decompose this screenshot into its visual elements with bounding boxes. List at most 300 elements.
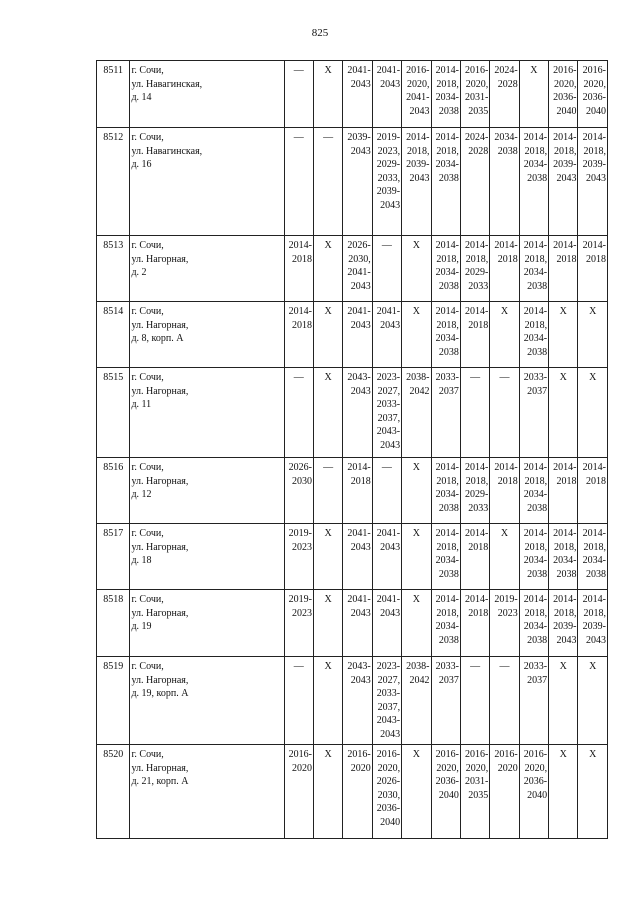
row-number: 8520 bbox=[97, 745, 130, 839]
period-line: X bbox=[412, 749, 420, 760]
period-cell bbox=[284, 458, 313, 524]
period-line: 2043- bbox=[376, 426, 401, 438]
period-line: 2041- bbox=[376, 306, 401, 317]
period-line: 2033- bbox=[523, 661, 548, 672]
address-line: ул. Нагорная, bbox=[131, 541, 189, 553]
period-cell bbox=[490, 458, 519, 524]
period-cell bbox=[402, 61, 431, 128]
period-cell bbox=[343, 236, 372, 302]
period-line: 2043 bbox=[556, 172, 577, 184]
period-line: 2038 bbox=[438, 634, 459, 646]
address-line: д. 11 bbox=[131, 399, 152, 411]
period-line: 2041- bbox=[347, 267, 371, 279]
period-line: 2018 bbox=[497, 253, 518, 265]
period-line: 2041- bbox=[406, 92, 430, 104]
period-line: 2014- bbox=[523, 132, 548, 143]
period-cell bbox=[431, 128, 460, 236]
period-line: 2034- bbox=[523, 333, 548, 345]
table-row bbox=[97, 458, 608, 524]
period-line: X bbox=[589, 749, 597, 760]
period-line: X bbox=[500, 528, 509, 539]
period-line: 2038 bbox=[527, 502, 548, 514]
period-line: 2018 bbox=[291, 253, 312, 265]
period-cell bbox=[343, 458, 372, 524]
period-cell bbox=[372, 745, 401, 839]
address-line: ул. Нагорная, bbox=[131, 319, 189, 331]
period-cell bbox=[372, 458, 401, 524]
row-number: 8518 bbox=[97, 590, 130, 657]
period-cell bbox=[549, 302, 578, 368]
period-line: X bbox=[324, 594, 332, 605]
period-cell bbox=[490, 368, 519, 458]
period-line: — bbox=[293, 65, 304, 76]
period-cell bbox=[460, 524, 489, 590]
period-cell bbox=[490, 236, 519, 302]
period-cell bbox=[460, 657, 489, 745]
period-line: 2043 bbox=[556, 634, 577, 646]
page-number: 825 bbox=[311, 27, 329, 39]
address-line: д. 14 bbox=[131, 92, 152, 104]
period-line: 2023 bbox=[291, 541, 312, 553]
period-line: X bbox=[589, 372, 597, 383]
period-cell bbox=[549, 590, 578, 657]
period-line: 2016- bbox=[464, 65, 489, 76]
period-cell bbox=[313, 590, 342, 657]
period-line: 2043 bbox=[350, 145, 371, 157]
period-line: 2023 bbox=[291, 607, 312, 619]
period-cell bbox=[343, 745, 372, 839]
period-line: 2034- bbox=[523, 267, 548, 279]
period-line: 2014- bbox=[582, 594, 606, 605]
row-number: 8519 bbox=[97, 657, 130, 745]
period-line: 2036- bbox=[376, 803, 401, 815]
period-line: 2034- bbox=[582, 555, 606, 567]
period-cell bbox=[549, 128, 578, 236]
period-cell bbox=[578, 524, 608, 590]
period-line: 2018, bbox=[524, 607, 548, 619]
period-cell bbox=[578, 236, 608, 302]
address-line: г. Сочи, bbox=[131, 594, 164, 605]
address-cell bbox=[130, 590, 284, 657]
period-line: 2018, bbox=[436, 475, 459, 487]
period-line: 2014- bbox=[582, 132, 606, 143]
period-line: 2018, bbox=[524, 475, 548, 487]
period-line: 2014- bbox=[464, 528, 489, 539]
period-line: — bbox=[470, 372, 481, 383]
period-line: 2014- bbox=[553, 462, 577, 473]
period-line: 2018, bbox=[524, 319, 548, 331]
address-line: ул. Нагорная, bbox=[131, 607, 189, 619]
period-line: 2043 bbox=[380, 541, 401, 553]
period-line: 2018 bbox=[468, 607, 489, 619]
period-line: 2026- bbox=[288, 462, 312, 473]
period-cell bbox=[519, 590, 548, 657]
period-line: 2018, bbox=[436, 541, 459, 553]
period-cell bbox=[490, 302, 519, 368]
period-cell bbox=[549, 236, 578, 302]
period-line: — bbox=[499, 661, 510, 672]
period-line: 2030, bbox=[377, 789, 401, 801]
period-cell bbox=[519, 368, 548, 458]
period-line: 2043 bbox=[380, 607, 401, 619]
period-line: 2014- bbox=[523, 594, 548, 605]
address-line: г. Сочи, bbox=[131, 749, 164, 760]
period-line: 2033- bbox=[376, 399, 401, 411]
period-line: 2034- bbox=[523, 621, 548, 633]
period-line: 2033, bbox=[377, 172, 401, 184]
period-line: 2014- bbox=[464, 462, 489, 473]
address-line: ул. Нагорная, bbox=[131, 253, 189, 265]
address-line: г. Сочи, bbox=[131, 372, 164, 383]
period-line: X bbox=[324, 528, 332, 539]
period-line: 2018, bbox=[465, 475, 489, 487]
period-line: 2036- bbox=[553, 92, 577, 104]
period-line: 2038 bbox=[527, 346, 548, 358]
period-cell bbox=[549, 368, 578, 458]
period-line: 2038 bbox=[438, 568, 459, 580]
period-line: 2036- bbox=[523, 776, 548, 788]
period-line: 2039- bbox=[553, 159, 577, 171]
period-line: — bbox=[323, 462, 334, 473]
period-line: X bbox=[500, 306, 509, 317]
period-line: 2041- bbox=[376, 594, 401, 605]
period-cell bbox=[343, 368, 372, 458]
period-line: 2042 bbox=[409, 385, 430, 397]
period-line: X bbox=[589, 306, 597, 317]
address-cell bbox=[130, 368, 284, 458]
table-row bbox=[97, 745, 608, 839]
period-line: 2014- bbox=[435, 240, 459, 251]
period-line: X bbox=[412, 306, 420, 317]
period-cell bbox=[578, 458, 608, 524]
address-line: ул. Нагорная, bbox=[131, 674, 189, 686]
period-line: X bbox=[324, 661, 332, 672]
period-cell bbox=[460, 458, 489, 524]
period-line: 2016- bbox=[523, 749, 548, 760]
period-cell bbox=[460, 745, 489, 839]
period-cell bbox=[402, 236, 431, 302]
period-line: 2028 bbox=[497, 78, 518, 90]
period-line: 2018 bbox=[468, 319, 489, 331]
period-line: X bbox=[324, 306, 332, 317]
period-cell bbox=[431, 745, 460, 839]
period-line: 2014- bbox=[464, 240, 489, 251]
period-cell bbox=[372, 524, 401, 590]
address-line: ул. Навагинская, bbox=[131, 78, 203, 90]
period-cell bbox=[431, 302, 460, 368]
period-line: 2040 bbox=[586, 105, 606, 117]
address-line: г. Сочи, bbox=[131, 240, 164, 251]
period-line: 2043 bbox=[409, 172, 430, 184]
period-cell bbox=[578, 61, 608, 128]
period-cell bbox=[460, 236, 489, 302]
period-cell bbox=[431, 590, 460, 657]
period-line: 2038 bbox=[527, 172, 548, 184]
address-line: д. 19 bbox=[131, 621, 152, 633]
period-line: 2040 bbox=[527, 789, 548, 801]
period-line: 2043 bbox=[350, 607, 371, 619]
period-line: 2020, bbox=[524, 762, 548, 774]
period-line: 2038 bbox=[438, 280, 459, 292]
period-line: 2020, bbox=[407, 78, 430, 90]
table-row bbox=[97, 302, 608, 368]
period-line: 2018 bbox=[291, 319, 312, 331]
period-line: 2029- bbox=[464, 267, 489, 279]
period-line: 2014- bbox=[553, 594, 577, 605]
period-cell bbox=[402, 745, 431, 839]
period-line: 2018, bbox=[553, 145, 577, 157]
address-line: д. 18 bbox=[131, 555, 152, 567]
period-line: 2036- bbox=[435, 776, 459, 788]
address-cell bbox=[130, 61, 284, 128]
period-line: 2038 bbox=[556, 568, 577, 580]
period-line: 2038 bbox=[527, 280, 548, 292]
period-cell bbox=[313, 745, 342, 839]
period-line: 2016- bbox=[582, 65, 606, 76]
period-line: X bbox=[324, 372, 332, 383]
period-line: 2016- bbox=[376, 749, 401, 760]
period-cell bbox=[313, 236, 342, 302]
period-cell bbox=[343, 61, 372, 128]
period-line: 2033- bbox=[523, 372, 548, 383]
period-line: 2020, bbox=[465, 762, 489, 774]
period-line: 2034- bbox=[435, 92, 459, 104]
period-cell bbox=[490, 745, 519, 839]
period-line: 2016- bbox=[435, 749, 459, 760]
period-cell bbox=[343, 302, 372, 368]
period-line: 2019- bbox=[494, 594, 518, 605]
period-line: 2038 bbox=[586, 568, 606, 580]
period-line: 2043- bbox=[347, 372, 371, 383]
period-line: 2016- bbox=[553, 65, 577, 76]
period-line: 2016- bbox=[288, 749, 312, 760]
period-cell bbox=[549, 458, 578, 524]
period-cell bbox=[431, 458, 460, 524]
table-row bbox=[97, 368, 608, 458]
registry-table bbox=[96, 60, 608, 839]
period-line: 2043 bbox=[350, 541, 371, 553]
period-cell bbox=[519, 128, 548, 236]
period-line: 2018, bbox=[407, 145, 430, 157]
period-line: 2034- bbox=[435, 555, 459, 567]
period-line: 2043 bbox=[350, 674, 371, 686]
address-cell bbox=[130, 524, 284, 590]
period-line: 2020 bbox=[350, 762, 371, 774]
period-line: — bbox=[499, 372, 510, 383]
period-line: 2014- bbox=[288, 306, 312, 317]
period-line: 2014- bbox=[464, 306, 489, 317]
period-line: X bbox=[589, 661, 597, 672]
period-cell bbox=[313, 368, 342, 458]
period-line: X bbox=[412, 594, 420, 605]
period-cell bbox=[402, 524, 431, 590]
period-line: 2020, bbox=[583, 78, 606, 90]
period-cell bbox=[372, 590, 401, 657]
period-cell bbox=[460, 61, 489, 128]
period-line: 2020, bbox=[465, 78, 489, 90]
period-cell bbox=[402, 302, 431, 368]
period-line: 2016- bbox=[494, 749, 518, 760]
period-line: 2043 bbox=[350, 319, 371, 331]
address-line: г. Сочи, bbox=[131, 661, 164, 672]
period-line: 2043 bbox=[380, 319, 401, 331]
address-line: д. 8, корп. А bbox=[131, 333, 184, 345]
period-line: 2038 bbox=[497, 145, 518, 157]
address-line: ул. Нагорная, bbox=[131, 762, 189, 774]
period-line: 2027, bbox=[377, 385, 401, 397]
period-line: 2031- bbox=[464, 92, 489, 104]
period-line: 2033- bbox=[435, 661, 459, 672]
period-cell bbox=[578, 745, 608, 839]
period-line: 2039- bbox=[376, 186, 401, 198]
table-row bbox=[97, 590, 608, 657]
period-line: 2035 bbox=[468, 105, 489, 117]
period-line: 2027, bbox=[377, 674, 401, 686]
address-cell bbox=[130, 745, 284, 839]
period-line: 2043 bbox=[380, 439, 401, 451]
period-line: 2014- bbox=[435, 594, 459, 605]
period-line: 2014- bbox=[494, 462, 518, 473]
period-line: 2034- bbox=[553, 555, 577, 567]
period-line: 2041- bbox=[376, 528, 401, 539]
period-line: 2014- bbox=[523, 462, 548, 473]
period-cell bbox=[402, 368, 431, 458]
period-cell bbox=[372, 128, 401, 236]
period-cell bbox=[519, 524, 548, 590]
period-line: 2018 bbox=[468, 541, 489, 553]
period-line: 2018, bbox=[436, 607, 459, 619]
period-line: 2038 bbox=[527, 568, 548, 580]
period-cell bbox=[578, 128, 608, 236]
period-line: 2014- bbox=[582, 462, 606, 473]
period-line: 2037 bbox=[527, 674, 548, 686]
period-line: 2041- bbox=[347, 65, 371, 76]
period-line: 2041- bbox=[347, 306, 371, 317]
period-line: 2041- bbox=[347, 594, 371, 605]
period-cell bbox=[343, 590, 372, 657]
period-cell bbox=[402, 128, 431, 236]
period-cell bbox=[343, 128, 372, 236]
period-line: 2038 bbox=[527, 634, 548, 646]
period-line: 2035 bbox=[468, 789, 489, 801]
period-line: 2038 bbox=[438, 105, 459, 117]
period-cell bbox=[402, 458, 431, 524]
period-line: 2014- bbox=[464, 594, 489, 605]
period-line: 2033 bbox=[468, 280, 489, 292]
period-cell bbox=[460, 302, 489, 368]
period-line: 2020, bbox=[377, 762, 401, 774]
table-row bbox=[97, 524, 608, 590]
address-cell bbox=[130, 302, 284, 368]
period-line: 2016- bbox=[347, 749, 371, 760]
period-line: 2018 bbox=[350, 475, 371, 487]
period-cell bbox=[284, 524, 313, 590]
period-cell bbox=[402, 657, 431, 745]
period-line: 2033 bbox=[468, 502, 489, 514]
period-line: 2041- bbox=[376, 65, 401, 76]
period-cell bbox=[343, 657, 372, 745]
address-line: г. Сочи, bbox=[131, 462, 164, 473]
period-line: 2018, bbox=[553, 607, 577, 619]
period-line: 2029- bbox=[376, 159, 401, 171]
address-line: г. Сочи, bbox=[131, 65, 164, 76]
period-cell bbox=[431, 61, 460, 128]
period-line: 2031- bbox=[464, 776, 489, 788]
period-cell bbox=[519, 302, 548, 368]
period-line: X bbox=[412, 240, 420, 251]
period-line: 2043 bbox=[409, 105, 430, 117]
period-line: 2014- bbox=[553, 132, 577, 143]
period-line: 2016- bbox=[406, 65, 430, 76]
period-cell bbox=[284, 128, 313, 236]
period-cell bbox=[519, 61, 548, 128]
row-number: 8512 bbox=[97, 128, 130, 236]
period-line: 2018, bbox=[583, 541, 606, 553]
period-cell bbox=[313, 302, 342, 368]
period-line: 2034- bbox=[494, 132, 518, 143]
period-cell bbox=[284, 236, 313, 302]
period-line: 2043 bbox=[350, 385, 371, 397]
period-line: 2018, bbox=[436, 253, 459, 265]
period-line: 2034- bbox=[523, 159, 548, 171]
period-line: X bbox=[324, 240, 332, 251]
period-line: 2023, bbox=[377, 145, 401, 157]
period-line: 2037 bbox=[527, 385, 548, 397]
period-line: X bbox=[530, 65, 538, 76]
period-line: 2014- bbox=[523, 528, 548, 539]
period-line: 2043- bbox=[376, 715, 401, 727]
period-cell bbox=[431, 236, 460, 302]
period-cell bbox=[519, 458, 548, 524]
period-line: 2018 bbox=[586, 253, 606, 265]
period-cell bbox=[343, 524, 372, 590]
period-line: 2014- bbox=[435, 462, 459, 473]
period-line: — bbox=[323, 132, 334, 143]
period-line: 2039- bbox=[553, 621, 577, 633]
table-row bbox=[97, 128, 608, 236]
period-line: 2016- bbox=[464, 749, 489, 760]
period-line: 2014- bbox=[582, 240, 606, 251]
address-cell bbox=[130, 128, 284, 236]
period-cell bbox=[460, 368, 489, 458]
period-line: 2014- bbox=[435, 306, 459, 317]
row-number: 8511 bbox=[97, 61, 130, 128]
table-row bbox=[97, 657, 608, 745]
period-cell bbox=[578, 302, 608, 368]
period-line: 2038- bbox=[406, 372, 430, 383]
period-cell bbox=[490, 61, 519, 128]
period-line: 2028 bbox=[468, 145, 489, 157]
period-cell bbox=[431, 524, 460, 590]
period-line: 2038 bbox=[438, 502, 459, 514]
period-cell bbox=[313, 128, 342, 236]
period-line: 2018 bbox=[586, 475, 606, 487]
period-cell bbox=[372, 302, 401, 368]
period-cell bbox=[313, 657, 342, 745]
period-line: — bbox=[381, 240, 392, 251]
period-cell bbox=[313, 524, 342, 590]
address-line: д. 16 bbox=[131, 159, 152, 171]
period-line: 2018 bbox=[497, 475, 518, 487]
period-line: 2043 bbox=[380, 728, 401, 740]
period-line: 2029- bbox=[464, 489, 489, 501]
period-cell bbox=[578, 657, 608, 745]
period-line: 2023- bbox=[376, 372, 401, 383]
period-line: — bbox=[470, 661, 481, 672]
period-line: X bbox=[324, 749, 332, 760]
row-number: 8514 bbox=[97, 302, 130, 368]
period-line: 2033- bbox=[376, 688, 401, 700]
